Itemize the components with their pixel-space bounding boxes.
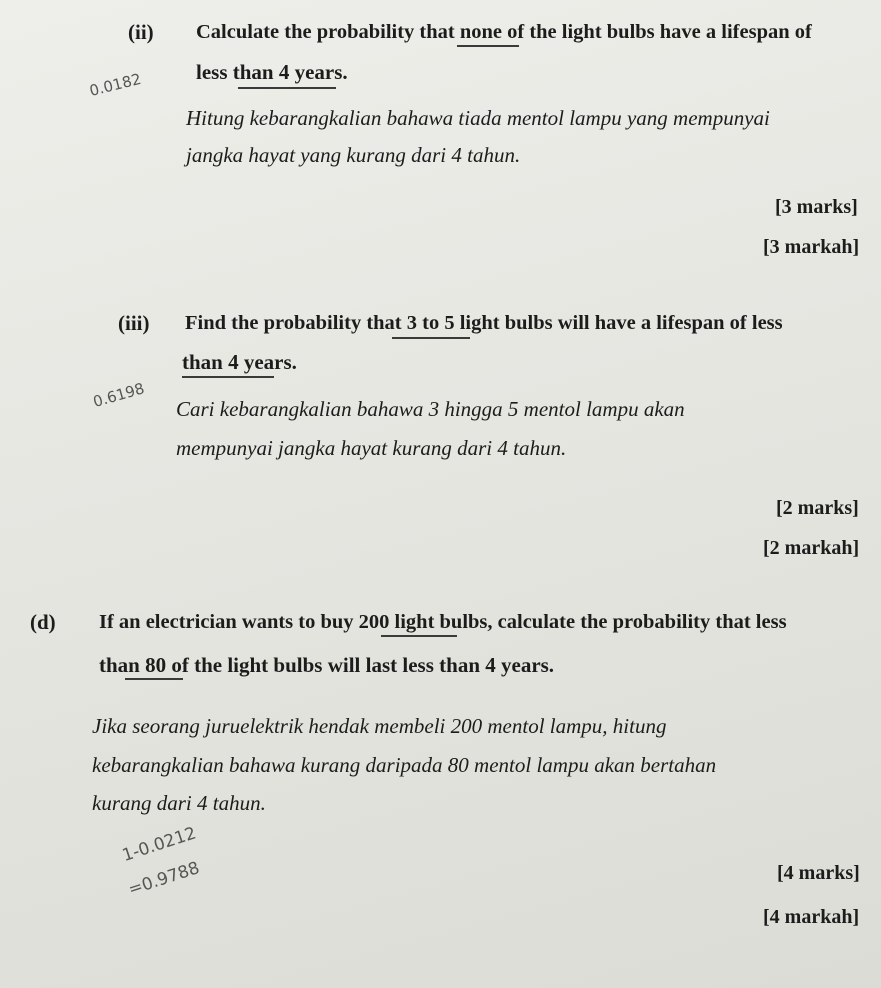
part-ii-question-en-line2: less than 4 years. [196, 60, 348, 84]
underline-3-to-5 [392, 337, 470, 339]
part-iii-question-en-line1: Find the probability that 3 to 5 light bulbs will have a lifespan of less [185, 312, 783, 334]
part-d-marks-en: [4 marks] [777, 862, 860, 884]
part-iii-question-en-line2: than 4 years. [182, 350, 297, 374]
part-iii-question-ms-line1: Cari kebarangkalian bahawa 3 hingga 5 mentol lampu akan [176, 397, 685, 421]
part-ii-question-en-line1: Calculate the probability that none of the light bulbs have a lifespan of [196, 21, 812, 43]
part-d-marks-ms: [4 markah] [763, 906, 860, 928]
handwritten-answer-ii: 0.0182 [87, 69, 143, 100]
underline-4-years-iii [182, 376, 274, 378]
underline-80 [125, 678, 183, 680]
underline-none [457, 45, 519, 47]
part-ii-label: (ii) [128, 20, 154, 44]
part-d-question-en-line2: than 80 of the light bulbs will last less than 4 years. [99, 653, 555, 677]
part-iii-marks-en: [2 marks] [776, 497, 859, 519]
part-ii-question-ms-line2: jangka hayat yang kurang dari 4 tahun. [186, 143, 521, 167]
part-ii-marks-en: [3 marks] [775, 196, 858, 218]
part-d-label: (d) [30, 610, 56, 634]
part-d-question-ms-line2: kebarangkalian bahawa kurang daripada 80 mentol lampu akan bertahan [92, 753, 717, 777]
part-ii-marks-ms: [3 markah] [763, 236, 860, 258]
part-d-question-ms-line1: Jika seorang juruelektrik hendak membeli 200 mentol lampu, hitung [92, 714, 667, 738]
underline-200 [381, 635, 457, 637]
handwritten-working-d-line2: =0.9788 [125, 858, 203, 900]
handwritten-answer-iii: 0.6198 [91, 379, 147, 411]
part-iii-label: (iii) [118, 311, 150, 335]
part-ii-question-ms-line1: Hitung kebarangkalian bahawa tiada mentol lampu yang mempunyai [186, 106, 770, 130]
part-d-question-en-line1: If an electrician wants to buy 200 light bulbs, calculate the probability that less [99, 611, 787, 633]
underline-4-years-ii [238, 87, 336, 89]
handwritten-working-d-line1: 1-0.0212 [119, 823, 199, 866]
part-iii-marks-ms: [2 markah] [763, 537, 860, 559]
part-iii-question-ms-line2: mempunyai jangka hayat kurang dari 4 tahun. [176, 436, 567, 460]
part-d-question-ms-line3: kurang dari 4 tahun. [92, 791, 266, 815]
